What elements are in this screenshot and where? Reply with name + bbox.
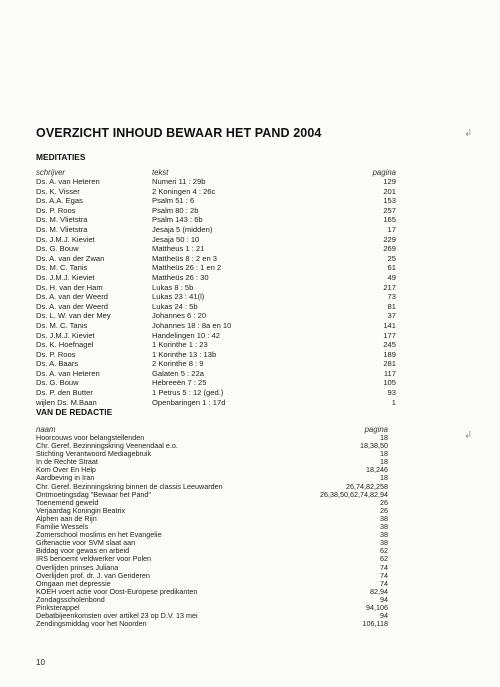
table-row — [36, 311, 396, 321]
author-cell: Ds. J.M.J. Kieviet — [36, 234, 95, 244]
page-cell: 74 — [380, 562, 388, 572]
page-cell: 94 — [380, 594, 388, 604]
table-row — [36, 369, 396, 379]
table-row — [36, 235, 396, 245]
author-cell: Ds. L. W. van der Mey — [36, 311, 111, 321]
list-item — [36, 515, 388, 523]
list-item — [36, 596, 388, 604]
author-cell: wijlen Ds. M.Baan — [36, 397, 97, 407]
author-cell: Ds. A.A. Egas — [36, 196, 83, 206]
section-heading-meditaties: MEDITATIES — [36, 152, 86, 162]
item-name: Overlijden prof. dr. J. van Genderen — [36, 570, 150, 580]
page-cell: 106,118 — [362, 619, 388, 629]
page-cell: 201 — [383, 186, 396, 196]
column-header-schrijver: schrijver — [36, 168, 66, 177]
item-name: Pinksterappel — [36, 602, 80, 612]
table-row — [36, 187, 396, 197]
page-cell: 62 — [380, 554, 388, 564]
page-cell: 93 — [387, 388, 396, 398]
item-name: Verjaardag Koningin Beatrix — [36, 505, 126, 515]
item-name: Familie Wessels — [36, 522, 89, 532]
item-name: Aardbeving in Iran — [36, 473, 95, 483]
table-row — [36, 388, 396, 398]
page-cell: 165 — [383, 215, 396, 225]
column-header-pagina: pagina — [372, 168, 396, 177]
page-cell: 73 — [387, 292, 396, 302]
text-reference-cell: Lukas 23 : 41(l) — [152, 292, 205, 302]
item-name: Zomerschool moslims en het Evangelie — [36, 530, 162, 540]
item-name: Debatbijeenkomsten over artikel 23 op D.V. 13 mei — [36, 611, 198, 621]
table-row — [36, 283, 396, 293]
author-cell: Ds. M. C. Tanis — [36, 263, 88, 273]
author-cell: Ds. P. Roos — [36, 205, 76, 215]
page-cell: 105 — [383, 378, 396, 388]
page-cell: 26 — [380, 505, 388, 515]
page-cell: 153 — [383, 196, 396, 206]
section-heading-redactie: VAN DE REDACTIE — [36, 407, 113, 417]
text-reference-cell: 1 Korinthe 1 : 23 — [152, 340, 208, 350]
author-cell: Ds. A. van der Weerd — [36, 292, 109, 302]
table-row — [36, 177, 396, 187]
table-row — [36, 244, 396, 254]
table-row — [36, 263, 396, 273]
table-row — [36, 196, 396, 206]
page-cell: 38 — [380, 522, 388, 532]
author-cell: Ds. A. van der Weerd — [36, 301, 109, 311]
text-reference-cell: Mattheus 1 : 21 — [152, 244, 205, 254]
page-cell: 38 — [380, 538, 388, 548]
table-row — [36, 340, 396, 350]
item-name: Giftenactie voor SVM slaat aan — [36, 538, 136, 548]
page-cell: 74 — [380, 578, 388, 588]
author-cell: Ds. K. Visser — [36, 186, 80, 196]
page-cell: 49 — [387, 272, 396, 282]
item-name: Ontmoetingsdag "Bewaar het Pand" — [36, 489, 151, 499]
table-row — [36, 206, 396, 216]
author-cell: Ds. K. Hoefnagel — [36, 340, 94, 350]
page-cell: 38 — [380, 530, 388, 540]
page-cell: 18 — [380, 449, 388, 459]
page-cell: 26,74,82,258 — [346, 481, 388, 491]
text-reference-cell: 2 Koningen 4 : 26c — [152, 186, 216, 196]
text-reference-cell: Jesaja 50 : 10 — [152, 234, 200, 244]
author-cell: Ds. A. van der Zwan — [36, 253, 105, 263]
page-cell: 17 — [387, 224, 396, 234]
page-cell: 26,38,50,62,74,82,94 — [320, 489, 388, 499]
item-name: Alphen aan de Rijn — [36, 513, 97, 523]
page-cell: 217 — [383, 282, 396, 292]
author-cell: Ds. P. den Butter — [36, 388, 93, 398]
page-number: 10 — [36, 658, 45, 667]
table-row — [36, 292, 396, 302]
page-cell: 189 — [383, 349, 396, 359]
list-item — [36, 620, 388, 628]
text-reference-cell: 1 Korinthe 13 : 13b — [152, 349, 217, 359]
table-row — [36, 254, 396, 264]
text-reference-cell: Psalm 51 : 6 — [152, 196, 195, 206]
page-cell: 1 — [391, 397, 396, 407]
redactie-list — [36, 434, 388, 628]
author-cell: Ds. M. Vlietstra — [36, 215, 88, 225]
page-cell: 117 — [383, 368, 396, 378]
column-header-naam: naam — [36, 425, 56, 434]
text-reference-cell: Numeri 11 : 29b — [152, 177, 206, 186]
page-title: OVERZICHT INHOUD BEWAAR HET PAND 2004 — [36, 126, 322, 140]
page-cell: 18,246 — [366, 465, 388, 475]
item-name: Chr. Geref. Bezinningskring Veenendaal e.o. — [36, 441, 178, 451]
page-cell: 18 — [380, 433, 388, 442]
item-name: Omgaan met depressie — [36, 578, 111, 588]
page-cell: 257 — [383, 205, 396, 215]
page-cell: 25 — [387, 253, 396, 263]
text-reference-cell: Handelingen 10 : 42 — [152, 330, 220, 340]
table-row — [36, 225, 396, 235]
text-reference-cell: 2 Korinthe 8 : 9 — [152, 359, 204, 369]
table-row — [36, 331, 396, 341]
page-cell: 129 — [383, 177, 396, 186]
text-reference-cell: Jesaja 5 (midden) — [152, 224, 213, 234]
page-cell: 81 — [387, 301, 396, 311]
item-name: In de Rechte Straat — [36, 457, 98, 467]
page-cell: 177 — [383, 330, 396, 340]
page-cell: 269 — [383, 244, 396, 254]
author-cell: Ds. P. Roos — [36, 349, 76, 359]
page-cell: 18,38,50 — [360, 441, 388, 451]
author-cell: Ds. H. van der Ham — [36, 282, 103, 292]
page-cell: 94 — [380, 611, 388, 621]
author-cell: Ds. G. Bouw — [36, 244, 79, 254]
page-cell: 37 — [387, 311, 396, 321]
item-name: Overlijden prinses Juliana — [36, 562, 119, 572]
meditaties-list — [36, 177, 396, 407]
text-reference-cell: Openbaringen 1 : 17d — [152, 397, 226, 407]
author-cell: Ds. J.M.J. Kieviet — [36, 330, 95, 340]
page-cell: 74 — [380, 570, 388, 580]
column-header-tekst: tekst — [152, 168, 169, 177]
text-reference-cell: 1 Petrus 5 : 12 (ged.) — [152, 388, 224, 398]
item-name: Zendingsmiddag voor het Noorden — [36, 619, 147, 629]
scan-mark-icon: ↲ — [464, 430, 473, 441]
author-cell: Ds. A. van Heteren — [36, 368, 100, 378]
page-cell: 229 — [383, 234, 396, 244]
page-cell: 82,94 — [370, 586, 388, 596]
table-row — [36, 398, 396, 408]
table-row — [36, 350, 396, 360]
item-name: Biddag voor gewas en arbeid — [36, 546, 130, 556]
item-name: Stichting Verantwoord Mediagebruik — [36, 449, 152, 459]
table-row — [36, 215, 396, 225]
page-cell: 245 — [383, 340, 396, 350]
column-header-pagina-redactie: pagina — [364, 425, 388, 434]
table-row — [36, 359, 396, 369]
scan-mark-icon: ↲ — [464, 128, 473, 139]
page-cell: 62 — [380, 546, 388, 556]
item-name: Hoorcouws voor belangstellenden — [36, 433, 145, 442]
text-reference-cell: Hebreeën 7 : 25 — [152, 378, 207, 388]
item-name: IRS benoemt veldwerker voor Polen — [36, 554, 152, 564]
page-cell: 94,106 — [366, 602, 388, 612]
text-reference-cell: Mattheüs 26 : 1 en 2 — [152, 263, 222, 273]
text-reference-cell: Lukas 24 : 5b — [152, 301, 198, 311]
author-cell: Ds. M. Vlietstra — [36, 224, 88, 234]
author-cell: Ds. A. Baars — [36, 359, 79, 369]
text-reference-cell: Galaten 5 : 22a — [152, 368, 204, 378]
table-row — [36, 302, 396, 312]
item-name: Toenemend geweld — [36, 497, 99, 507]
item-name: Kom Over En Help — [36, 465, 96, 475]
item-name: Chr. Geref. Bezinningskring binnen de classis Leeuwarden — [36, 481, 223, 491]
text-reference-cell: Mattheüs 26 : 30 — [152, 272, 209, 282]
item-name: KOEH voert actie voor Oost-Europese predikanten — [36, 586, 198, 596]
text-reference-cell: Lukas 8 : 5b — [152, 282, 194, 292]
text-reference-cell: Mattheüs 8 : 2 en 3 — [152, 253, 218, 263]
item-name: Zondagsscholenbond — [36, 594, 105, 604]
page-cell: 281 — [383, 359, 396, 369]
page-cell: 18 — [380, 457, 388, 467]
page-cell: 141 — [383, 320, 396, 330]
table-row — [36, 378, 396, 388]
table-row — [36, 273, 396, 283]
page-cell: 18 — [380, 473, 388, 483]
text-reference-cell: Psalm 80 : 2b — [152, 205, 199, 215]
author-cell: Ds. A. van Heteren — [36, 177, 100, 186]
page-cell: 26 — [380, 497, 388, 507]
page-cell: 61 — [387, 263, 396, 273]
text-reference-cell: Johannes 18 : 8a en 10 — [152, 320, 232, 330]
table-row — [36, 321, 396, 331]
text-reference-cell: Psalm 143 : 6b — [152, 215, 203, 225]
author-cell: Ds. M. C. Tanis — [36, 320, 88, 330]
author-cell: Ds. J.M.J. Kieviet — [36, 272, 95, 282]
page-cell: 38 — [380, 513, 388, 523]
text-reference-cell: Johannes 6 : 20 — [152, 311, 207, 321]
author-cell: Ds. G. Bouw — [36, 378, 79, 388]
